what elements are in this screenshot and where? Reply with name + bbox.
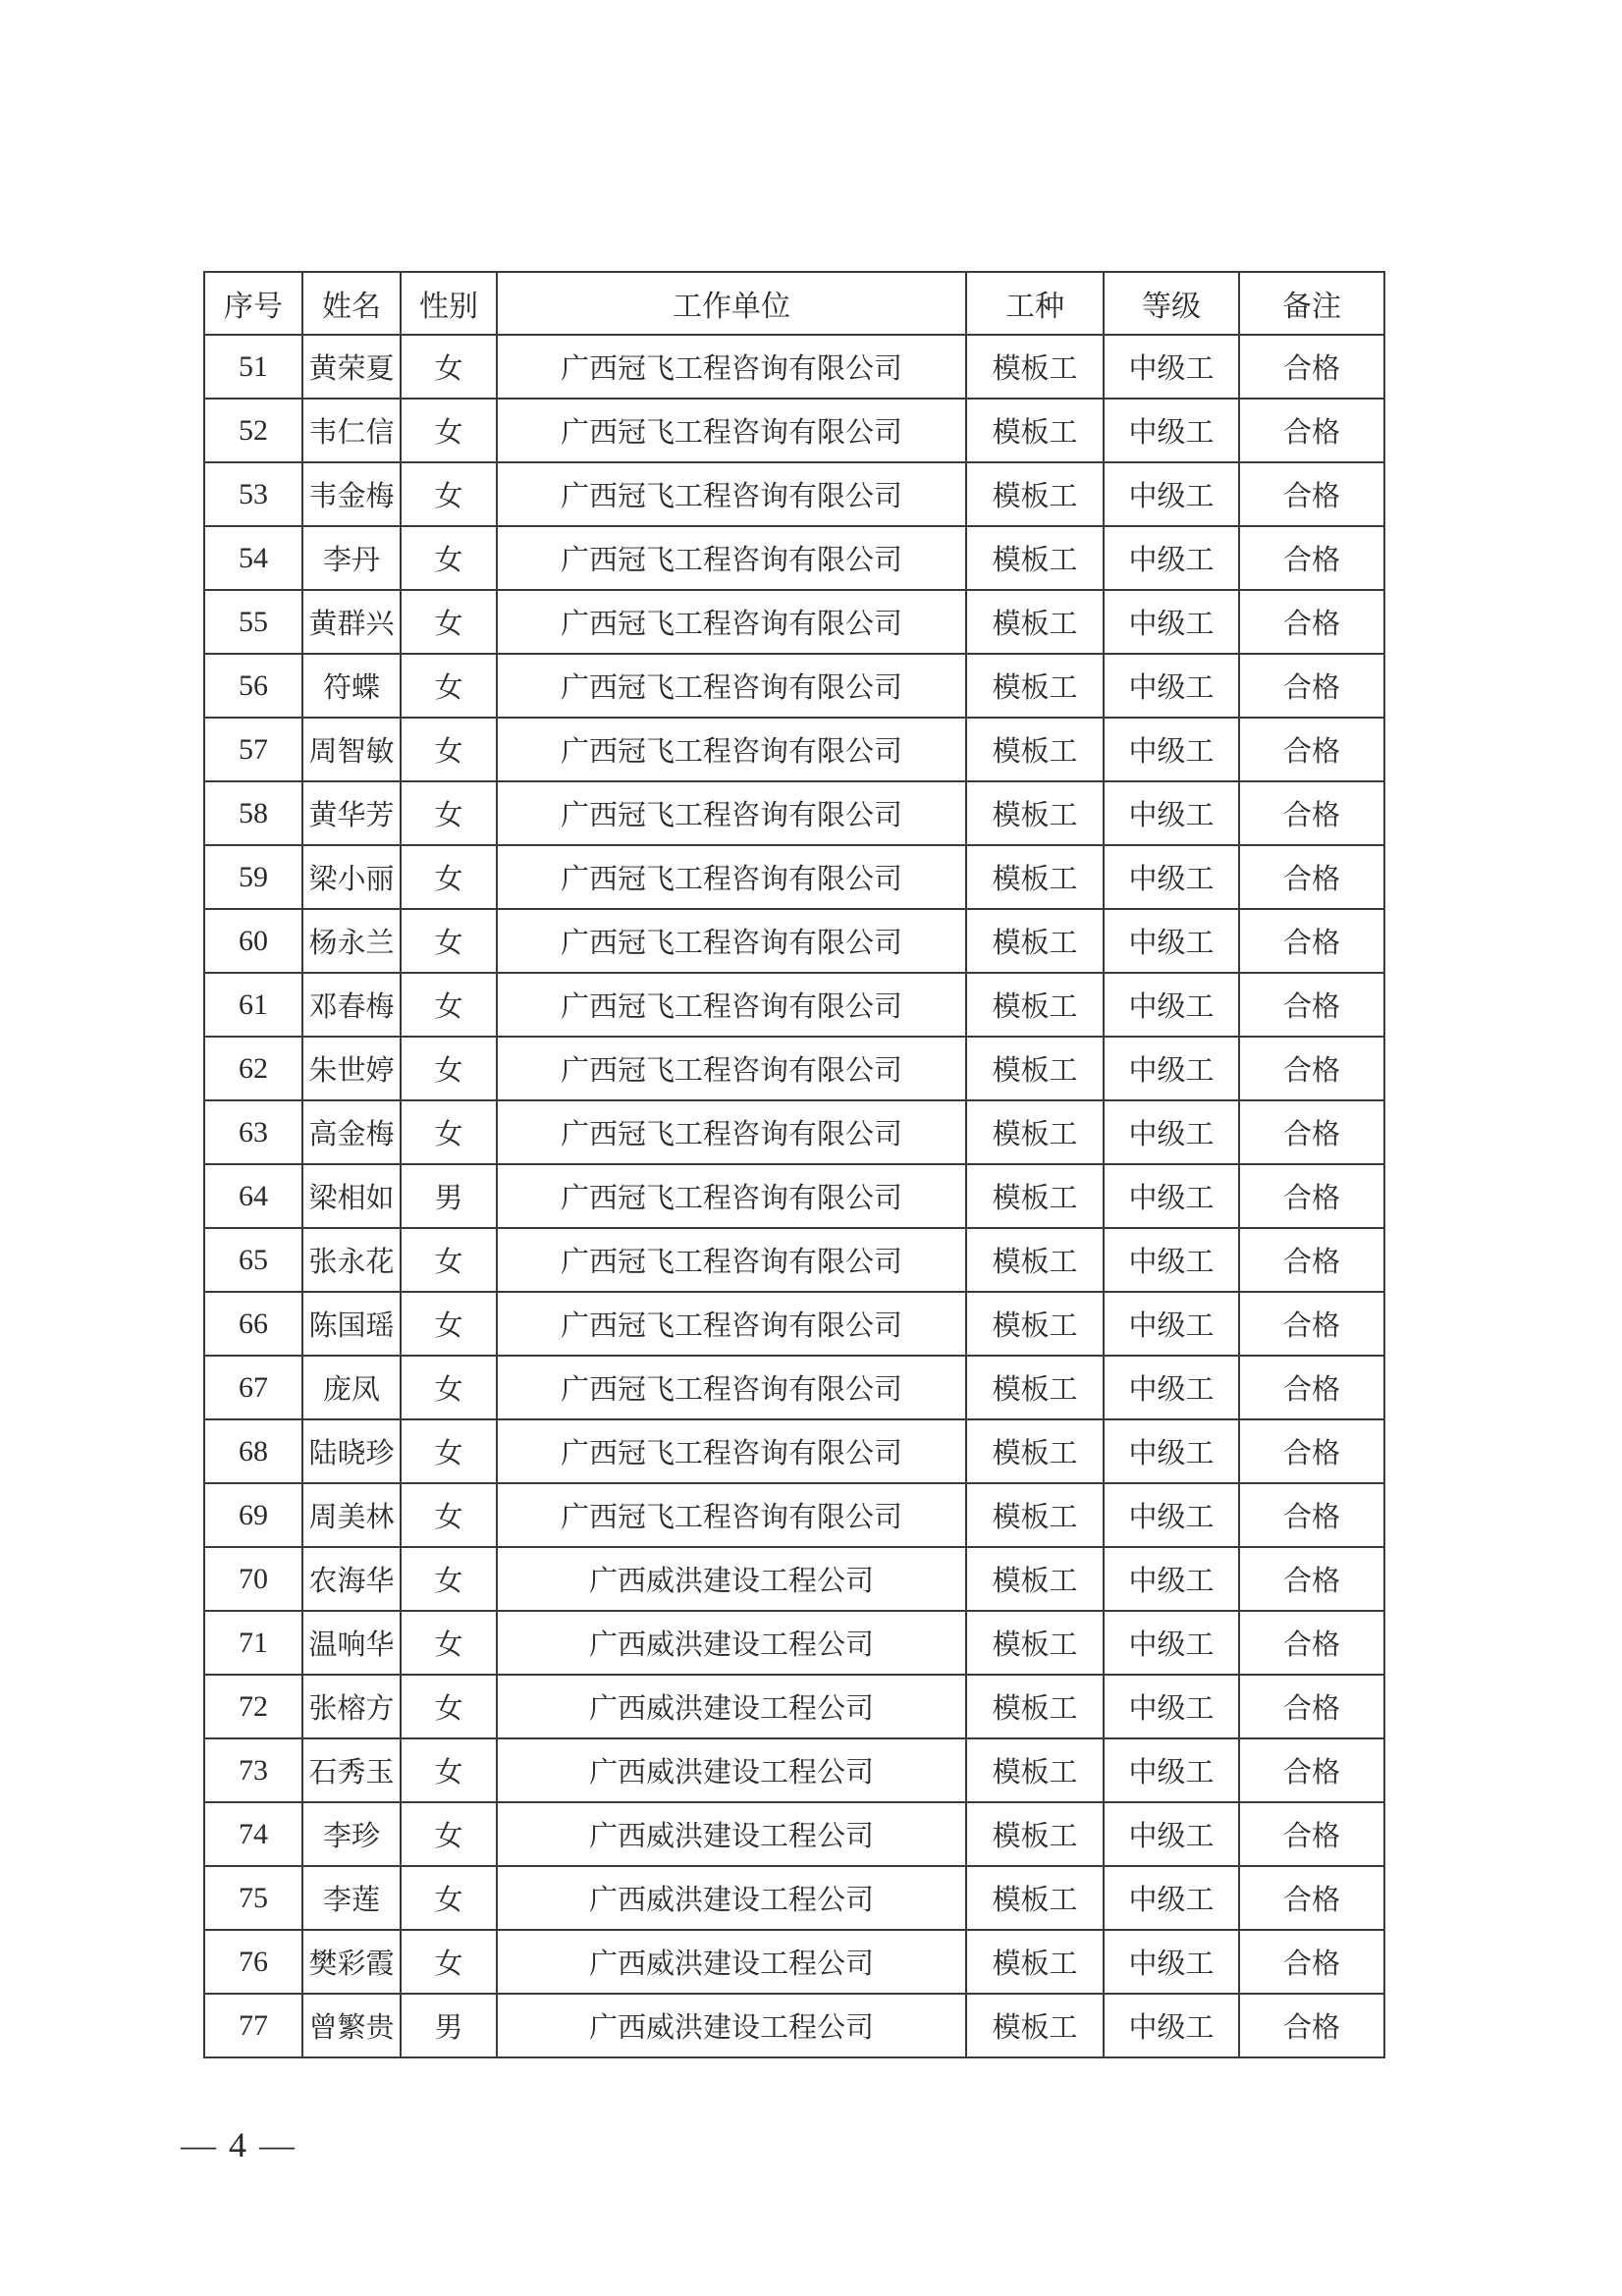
cell-remark: 合格 (1239, 1547, 1384, 1611)
cell-level: 中级工 (1104, 1164, 1239, 1228)
cell-name: 黄群兴 (302, 590, 401, 654)
cell-remark: 合格 (1239, 1930, 1384, 1994)
table-row (204, 1930, 1384, 1994)
cell-index: 54 (204, 526, 302, 590)
cell-remark: 合格 (1239, 1228, 1384, 1292)
cell-remark: 合格 (1239, 1738, 1384, 1802)
cell-name: 韦仁信 (302, 399, 401, 462)
table-row (204, 718, 1384, 781)
cell-index: 51 (204, 335, 302, 399)
cell-trade: 模板工 (966, 1100, 1104, 1164)
cell-level: 中级工 (1104, 1611, 1239, 1675)
cell-level: 中级工 (1104, 1930, 1239, 1994)
cell-gender: 女 (401, 781, 497, 845)
cell-remark: 合格 (1239, 909, 1384, 973)
table-row (204, 1802, 1384, 1866)
cell-index: 59 (204, 845, 302, 909)
cell-level: 中级工 (1104, 973, 1239, 1037)
table-row (204, 462, 1384, 526)
cell-gender: 女 (401, 462, 497, 526)
table-row (204, 781, 1384, 845)
cell-index: 68 (204, 1419, 302, 1483)
cell-name: 樊彩霞 (302, 1930, 401, 1994)
cell-name: 李莲 (302, 1866, 401, 1930)
table-row (204, 973, 1384, 1037)
cell-gender: 女 (401, 399, 497, 462)
cell-level: 中级工 (1104, 1292, 1239, 1356)
cell-level: 中级工 (1104, 1228, 1239, 1292)
cell-trade: 模板工 (966, 1292, 1104, 1356)
cell-remark: 合格 (1239, 1164, 1384, 1228)
cell-name: 黄荣夏 (302, 335, 401, 399)
cell-trade: 模板工 (966, 1419, 1104, 1483)
cell-level: 中级工 (1104, 781, 1239, 845)
cell-gender: 女 (401, 526, 497, 590)
cell-name: 陆晓珍 (302, 1419, 401, 1483)
cell-name: 梁小丽 (302, 845, 401, 909)
cell-gender: 女 (401, 1292, 497, 1356)
cell-remark: 合格 (1239, 590, 1384, 654)
page-number: — 4 — (181, 2125, 297, 2164)
cell-level: 中级工 (1104, 1994, 1239, 2057)
cell-gender: 女 (401, 654, 497, 718)
cell-gender: 女 (401, 1037, 497, 1100)
cell-remark: 合格 (1239, 718, 1384, 781)
cell-employer: 广西冠飞工程咨询有限公司 (497, 1037, 966, 1100)
cell-level: 中级工 (1104, 335, 1239, 399)
cell-trade: 模板工 (966, 1738, 1104, 1802)
table-row (204, 845, 1384, 909)
cell-gender: 女 (401, 1228, 497, 1292)
cell-employer: 广西威洪建设工程公司 (497, 1802, 966, 1866)
cell-level: 中级工 (1104, 1802, 1239, 1866)
cell-level: 中级工 (1104, 718, 1239, 781)
cell-employer: 广西冠飞工程咨询有限公司 (497, 654, 966, 718)
table-row (204, 1547, 1384, 1611)
header-level: 等级 (1104, 272, 1239, 335)
cell-remark: 合格 (1239, 1292, 1384, 1356)
cell-level: 中级工 (1104, 1100, 1239, 1164)
cell-employer: 广西冠飞工程咨询有限公司 (497, 335, 966, 399)
cell-gender: 男 (401, 1994, 497, 2057)
cell-employer: 广西冠飞工程咨询有限公司 (497, 1292, 966, 1356)
cell-gender: 男 (401, 1164, 497, 1228)
cell-remark: 合格 (1239, 1419, 1384, 1483)
cell-index: 70 (204, 1547, 302, 1611)
cell-remark: 合格 (1239, 1675, 1384, 1738)
cell-level: 中级工 (1104, 399, 1239, 462)
cell-index: 64 (204, 1164, 302, 1228)
cell-index: 62 (204, 1037, 302, 1100)
cell-remark: 合格 (1239, 1802, 1384, 1866)
cell-level: 中级工 (1104, 1483, 1239, 1547)
header-gender: 性别 (401, 272, 497, 335)
table-row (204, 590, 1384, 654)
cell-level: 中级工 (1104, 1356, 1239, 1419)
cell-gender: 女 (401, 590, 497, 654)
cell-index: 60 (204, 909, 302, 973)
cell-employer: 广西冠飞工程咨询有限公司 (497, 1100, 966, 1164)
cell-remark: 合格 (1239, 654, 1384, 718)
table-body (204, 335, 1384, 2057)
cell-employer: 广西冠飞工程咨询有限公司 (497, 1356, 966, 1419)
cell-employer: 广西威洪建设工程公司 (497, 1675, 966, 1738)
cell-name: 石秀玉 (302, 1738, 401, 1802)
cell-name: 符蝶 (302, 654, 401, 718)
cell-trade: 模板工 (966, 973, 1104, 1037)
cell-level: 中级工 (1104, 654, 1239, 718)
cell-remark: 合格 (1239, 1037, 1384, 1100)
table-row (204, 654, 1384, 718)
cell-remark: 合格 (1239, 1611, 1384, 1675)
cell-level: 中级工 (1104, 462, 1239, 526)
cell-employer: 广西威洪建设工程公司 (497, 1738, 966, 1802)
cell-name: 周智敏 (302, 718, 401, 781)
cell-employer: 广西冠飞工程咨询有限公司 (497, 781, 966, 845)
cell-trade: 模板工 (966, 462, 1104, 526)
table-row (204, 335, 1384, 399)
cell-index: 56 (204, 654, 302, 718)
cell-level: 中级工 (1104, 1866, 1239, 1930)
table-row (204, 399, 1384, 462)
cell-name: 张永花 (302, 1228, 401, 1292)
cell-remark: 合格 (1239, 399, 1384, 462)
header-employer: 工作单位 (497, 272, 966, 335)
cell-index: 75 (204, 1866, 302, 1930)
cell-remark: 合格 (1239, 973, 1384, 1037)
cell-level: 中级工 (1104, 1419, 1239, 1483)
header-index: 序号 (204, 272, 302, 335)
cell-gender: 女 (401, 1866, 497, 1930)
cell-trade: 模板工 (966, 1547, 1104, 1611)
cell-gender: 女 (401, 1611, 497, 1675)
cell-level: 中级工 (1104, 1738, 1239, 1802)
cell-remark: 合格 (1239, 526, 1384, 590)
cell-name: 邓春梅 (302, 973, 401, 1037)
cell-employer: 广西威洪建设工程公司 (497, 1930, 966, 1994)
cell-index: 55 (204, 590, 302, 654)
cell-index: 65 (204, 1228, 302, 1292)
cell-remark: 合格 (1239, 1994, 1384, 2057)
table-row (204, 1228, 1384, 1292)
cell-employer: 广西冠飞工程咨询有限公司 (497, 909, 966, 973)
cell-gender: 女 (401, 909, 497, 973)
cell-gender: 女 (401, 1675, 497, 1738)
cell-gender: 女 (401, 1930, 497, 1994)
cell-trade: 模板工 (966, 399, 1104, 462)
cell-level: 中级工 (1104, 590, 1239, 654)
cell-trade: 模板工 (966, 1866, 1104, 1930)
cell-index: 61 (204, 973, 302, 1037)
cell-trade: 模板工 (966, 590, 1104, 654)
cell-index: 69 (204, 1483, 302, 1547)
cell-employer: 广西冠飞工程咨询有限公司 (497, 845, 966, 909)
cell-trade: 模板工 (966, 845, 1104, 909)
cell-gender: 女 (401, 1547, 497, 1611)
table-row (204, 1292, 1384, 1356)
cell-trade: 模板工 (966, 1930, 1104, 1994)
cell-name: 农海华 (302, 1547, 401, 1611)
table-row (204, 909, 1384, 973)
cell-employer: 广西冠飞工程咨询有限公司 (497, 1164, 966, 1228)
table-row (204, 1419, 1384, 1483)
cell-employer: 广西冠飞工程咨询有限公司 (497, 399, 966, 462)
cell-index: 57 (204, 718, 302, 781)
cell-employer: 广西威洪建设工程公司 (497, 1994, 966, 2057)
cell-trade: 模板工 (966, 1611, 1104, 1675)
table-row (204, 1866, 1384, 1930)
cell-level: 中级工 (1104, 845, 1239, 909)
cell-trade: 模板工 (966, 718, 1104, 781)
cell-name: 曾繁贵 (302, 1994, 401, 2057)
table-row (204, 1483, 1384, 1547)
cell-trade: 模板工 (966, 781, 1104, 845)
cell-name: 庞凤 (302, 1356, 401, 1419)
cell-remark: 合格 (1239, 781, 1384, 845)
cell-index: 66 (204, 1292, 302, 1356)
cell-gender: 女 (401, 1356, 497, 1419)
cell-trade: 模板工 (966, 335, 1104, 399)
cell-gender: 女 (401, 1100, 497, 1164)
cell-name: 陈国瑶 (302, 1292, 401, 1356)
cell-trade: 模板工 (966, 1675, 1104, 1738)
cell-remark: 合格 (1239, 1100, 1384, 1164)
cell-remark: 合格 (1239, 1483, 1384, 1547)
cell-level: 中级工 (1104, 526, 1239, 590)
table-row (204, 1611, 1384, 1675)
cell-index: 77 (204, 1994, 302, 2057)
cell-trade: 模板工 (966, 654, 1104, 718)
table-row (204, 1100, 1384, 1164)
cell-employer: 广西冠飞工程咨询有限公司 (497, 462, 966, 526)
header-remark: 备注 (1239, 272, 1384, 335)
cell-index: 76 (204, 1930, 302, 1994)
cell-index: 67 (204, 1356, 302, 1419)
roster-table (203, 271, 1385, 2058)
cell-trade: 模板工 (966, 526, 1104, 590)
cell-trade: 模板工 (966, 1228, 1104, 1292)
cell-name: 韦金梅 (302, 462, 401, 526)
cell-name: 高金梅 (302, 1100, 401, 1164)
cell-name: 朱世婷 (302, 1037, 401, 1100)
cell-name: 梁相如 (302, 1164, 401, 1228)
cell-trade: 模板工 (966, 1037, 1104, 1100)
table-row (204, 526, 1384, 590)
table-row (204, 1356, 1384, 1419)
table-header-row (204, 272, 1384, 335)
cell-remark: 合格 (1239, 462, 1384, 526)
cell-employer: 广西冠飞工程咨询有限公司 (497, 1483, 966, 1547)
table-row (204, 1675, 1384, 1738)
cell-name: 张榕方 (302, 1675, 401, 1738)
cell-trade: 模板工 (966, 1802, 1104, 1866)
cell-trade: 模板工 (966, 1483, 1104, 1547)
cell-gender: 女 (401, 845, 497, 909)
cell-index: 72 (204, 1675, 302, 1738)
cell-gender: 女 (401, 1483, 497, 1547)
cell-employer: 广西威洪建设工程公司 (497, 1611, 966, 1675)
cell-remark: 合格 (1239, 1866, 1384, 1930)
cell-trade: 模板工 (966, 1994, 1104, 2057)
cell-name: 李珍 (302, 1802, 401, 1866)
cell-index: 74 (204, 1802, 302, 1866)
cell-name: 杨永兰 (302, 909, 401, 973)
cell-employer: 广西冠飞工程咨询有限公司 (497, 526, 966, 590)
cell-level: 中级工 (1104, 1675, 1239, 1738)
table-row (204, 1738, 1384, 1802)
cell-employer: 广西冠飞工程咨询有限公司 (497, 1419, 966, 1483)
cell-gender: 女 (401, 718, 497, 781)
cell-gender: 女 (401, 973, 497, 1037)
cell-remark: 合格 (1239, 845, 1384, 909)
cell-gender: 女 (401, 335, 497, 399)
cell-index: 52 (204, 399, 302, 462)
header-name: 姓名 (302, 272, 401, 335)
cell-gender: 女 (401, 1419, 497, 1483)
cell-index: 53 (204, 462, 302, 526)
header-trade: 工种 (966, 272, 1104, 335)
cell-employer: 广西威洪建设工程公司 (497, 1547, 966, 1611)
cell-employer: 广西冠飞工程咨询有限公司 (497, 718, 966, 781)
cell-index: 73 (204, 1738, 302, 1802)
cell-trade: 模板工 (966, 1356, 1104, 1419)
cell-index: 63 (204, 1100, 302, 1164)
cell-employer: 广西冠飞工程咨询有限公司 (497, 1228, 966, 1292)
cell-remark: 合格 (1239, 1356, 1384, 1419)
cell-trade: 模板工 (966, 1164, 1104, 1228)
cell-employer: 广西威洪建设工程公司 (497, 1866, 966, 1930)
cell-employer: 广西冠飞工程咨询有限公司 (497, 973, 966, 1037)
cell-name: 周美林 (302, 1483, 401, 1547)
cell-index: 58 (204, 781, 302, 845)
cell-name: 李丹 (302, 526, 401, 590)
table-row (204, 1037, 1384, 1100)
cell-employer: 广西冠飞工程咨询有限公司 (497, 590, 966, 654)
cell-name: 温响华 (302, 1611, 401, 1675)
cell-gender: 女 (401, 1802, 497, 1866)
cell-trade: 模板工 (966, 909, 1104, 973)
table-row (204, 1164, 1384, 1228)
cell-level: 中级工 (1104, 1547, 1239, 1611)
cell-level: 中级工 (1104, 1037, 1239, 1100)
cell-remark: 合格 (1239, 335, 1384, 399)
cell-name: 黄华芳 (302, 781, 401, 845)
table-row (204, 1994, 1384, 2057)
cell-level: 中级工 (1104, 909, 1239, 973)
cell-gender: 女 (401, 1738, 497, 1802)
cell-index: 71 (204, 1611, 302, 1675)
